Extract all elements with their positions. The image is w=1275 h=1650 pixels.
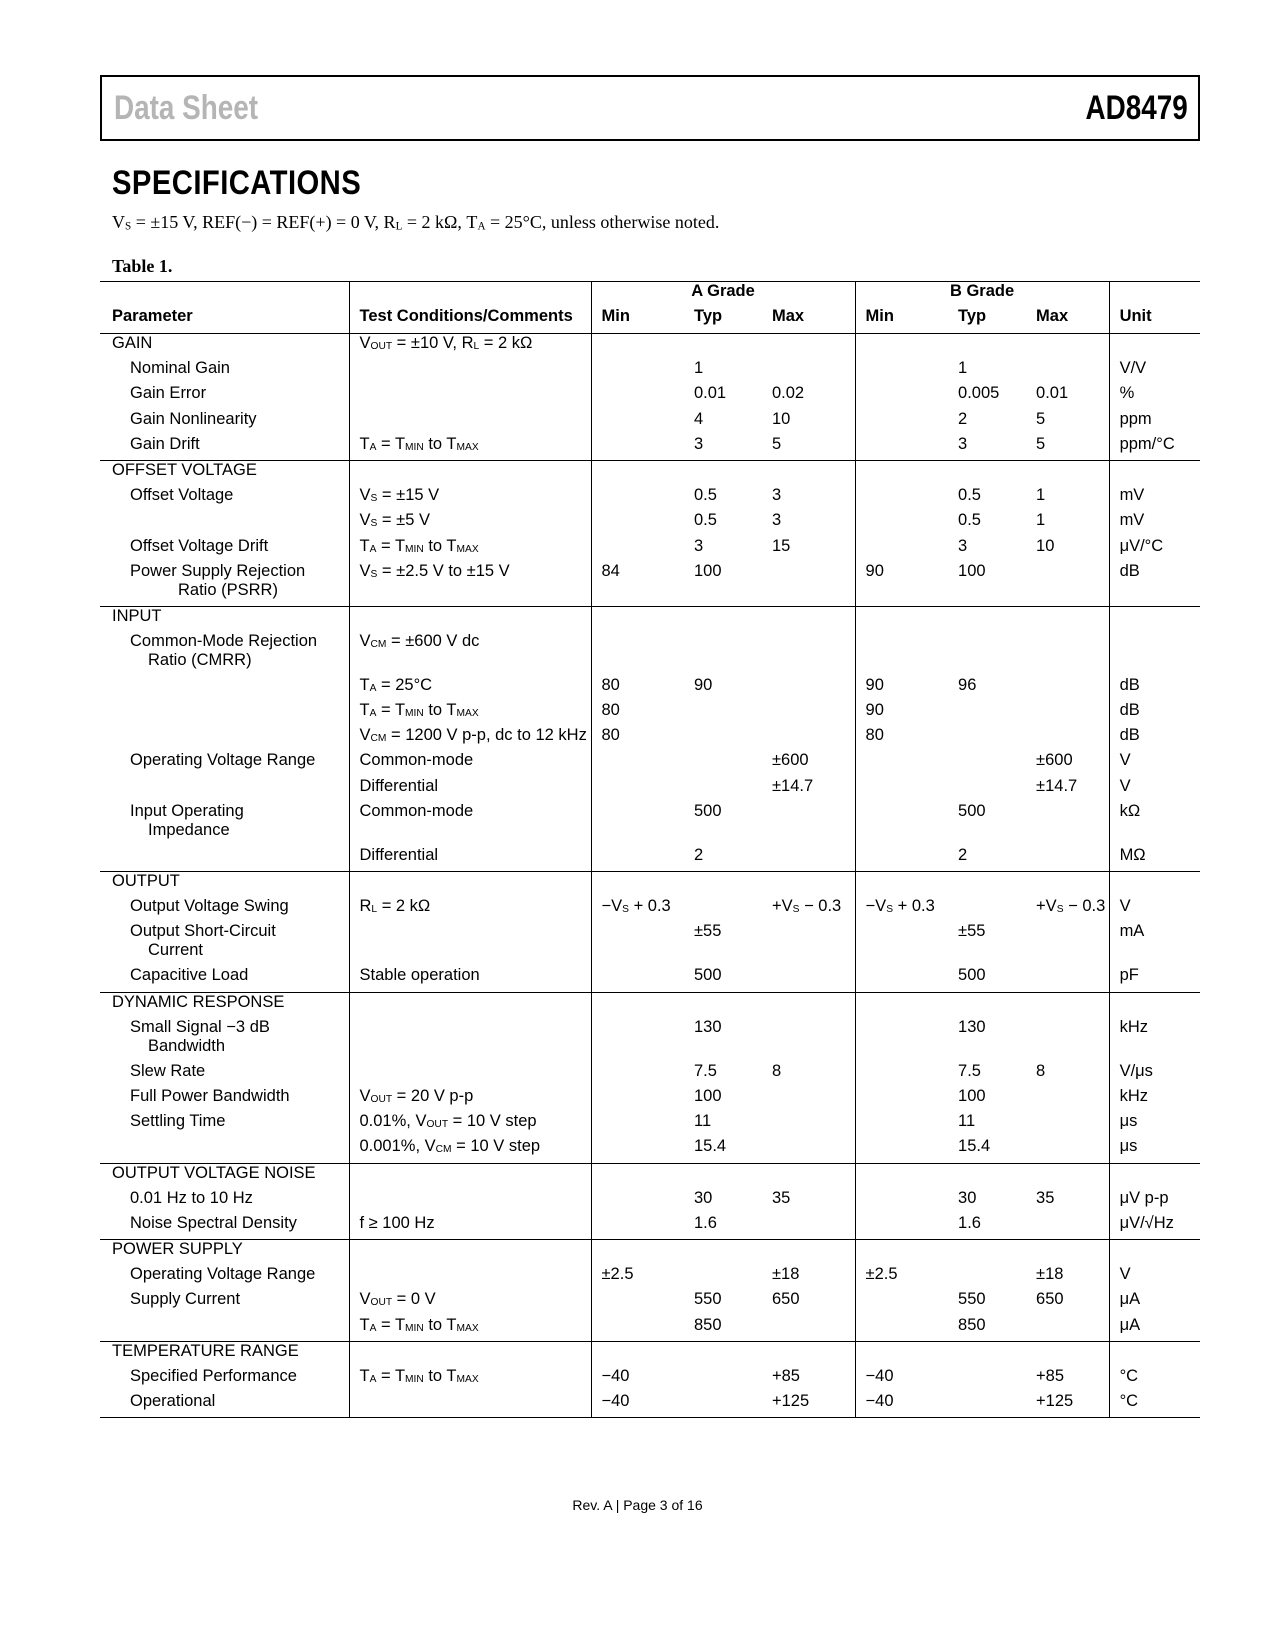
col-test-conditions: Test Conditions/Comments [349, 307, 591, 334]
table-row: Operational −40 +125 −40 +125 °C [100, 1392, 1200, 1418]
table-row: Operating Voltage Range Common-mode ±600 ±600 V [100, 751, 1200, 776]
table-row: $T_A = T_{MIN}$ to $T_{MAX}$ 850 850 μA [100, 1316, 1200, 1342]
table-row: GAIN $V_{OUT} = \pm 10$ V, $R_L = 2$ kΩ [100, 334, 1200, 360]
header-part-number: AD8479 [1085, 89, 1188, 127]
header-doc-type: Data Sheet [114, 89, 259, 127]
table-row: Differential ±14.7 ±14.7 V [100, 777, 1200, 802]
table-row: Input Operating Impedance Common-mode 500 500 kΩ [100, 802, 1200, 846]
table-row: POWER SUPPLY [100, 1240, 1200, 1266]
table-row: Offset Voltage Drift $T_A = T_{MIN}$ to $T_{MAX}$ 3 15 3 10 μV/°C [100, 537, 1200, 562]
table-row: Full Power Bandwidth $V_{OUT} = 20$ V p-p 100 100 kHz [100, 1087, 1200, 1112]
table-row: Operating Voltage Range ±2.5 ±18 ±2.5 ±18 V [100, 1265, 1200, 1290]
table-column-headers [100, 307, 1200, 334]
table-row: Offset Voltage $V_S = \pm 15$ V 0.5 3 0.5 1 mV [100, 486, 1200, 511]
table-row: Power Supply Rejection Ratio (PSRR) $V_S = \pm 2.5$ V to ±15 V 84 100 90 100 dB [100, 562, 1200, 607]
col-unit: Unit [1109, 307, 1200, 334]
table-row: Gain Error 0.01 0.02 0.005 0.01 % [100, 384, 1200, 409]
table-row: Differential 2 2 MΩ [100, 846, 1200, 872]
col-b-max: Max [1026, 307, 1109, 334]
page-footer: Rev. A | Page 3 of 16 [572, 1497, 703, 1513]
a-grade-header: A Grade [591, 282, 855, 308]
table-row: $V_{CM} = 1200$ V p-p, dc to 12 kHz 80 80 dB [100, 726, 1200, 751]
col-b-typ: Typ [948, 307, 1026, 334]
table-row: Supply Current $V_{OUT} = 0$ V 550 650 550 650 μA [100, 1290, 1200, 1315]
table-row: Gain Nonlinearity 4 10 2 5 ppm [100, 410, 1200, 435]
col-b-min: Min [855, 307, 948, 334]
table-row: Small Signal −3 dB Bandwidth 130 130 kHz [100, 1018, 1200, 1062]
col-a-min: Min [591, 307, 684, 334]
table-row: $T_A = T_{MIN}$ to $T_{MAX}$ 80 90 dB [100, 701, 1200, 726]
section-title: SPECIFICATIONS [112, 164, 362, 202]
table-row: Output Voltage Swing $R_L = 2$ kΩ $-V_S + 0.3$ $+V_S - 0.3$ $-V_S + 0.3$ $+V_S - 0.3$ V [100, 897, 1200, 922]
b-grade-header: B Grade [855, 282, 1109, 308]
table-row: $T_A = 25^\circ C$ 80 90 90 96 dB [100, 676, 1200, 701]
table-row: TEMPERATURE RANGE [100, 1341, 1200, 1367]
table-row: Noise Spectral Density f ≥ 100 Hz 1.6 1.6 μV/√Hz [100, 1214, 1200, 1240]
table-row: OUTPUT [100, 872, 1200, 898]
table-row: Common-Mode Rejection Ratio (CMRR) $V_{CM} = \pm 600$ V dc [100, 632, 1200, 676]
table-row: Specified Performance $T_A = T_{MIN}$ to $T_{MAX}$ −40 +85 −40 +85 °C [100, 1367, 1200, 1392]
table-caption: Table 1. [112, 256, 173, 276]
table-row: Settling Time 0.01%, $V_{OUT} = 10$ V step 11 11 μs [100, 1112, 1200, 1137]
col-parameter: Parameter [100, 307, 349, 334]
table-header-row [100, 282, 1200, 308]
table-row: OUTPUT VOLTAGE NOISE [100, 1163, 1200, 1189]
table-row: 0.001%, $V_{CM} = 10$ V step 15.4 15.4 μs [100, 1137, 1200, 1163]
col-a-typ: Typ [684, 307, 762, 334]
table-row: 0.01 Hz to 10 Hz 30 35 30 35 μV p-p [100, 1189, 1200, 1214]
col-a-max: Max [762, 307, 855, 334]
page-header [100, 75, 1200, 141]
table-row: OFFSET VOLTAGE [100, 460, 1200, 486]
test-conditions: $V_S = \pm 15$ V, REF(−) = REF(+) = 0 V, $R_L = 2$ kΩ, $T_A = 25^\circ C$, unless otherwise noted. [112, 212, 720, 233]
table-row: INPUT [100, 606, 1200, 632]
table-row: Slew Rate 7.5 8 7.5 8 V/μs [100, 1062, 1200, 1087]
table-row: $V_S = \pm 5$ V 0.5 3 0.5 1 mV [100, 511, 1200, 536]
table-row: Capacitive Load Stable operation 500 500 pF [100, 966, 1200, 992]
specifications-table [100, 281, 1200, 1418]
table-row: Gain Drift $T_A = T_{MIN}$ to $T_{MAX}$ 3 5 3 5 ppm/°C [100, 435, 1200, 461]
table-row: Nominal Gain 1 1 V/V [100, 359, 1200, 384]
table-row: Output Short-Circuit Current ±55 ±55 mA [100, 922, 1200, 966]
table-row: DYNAMIC RESPONSE [100, 992, 1200, 1018]
